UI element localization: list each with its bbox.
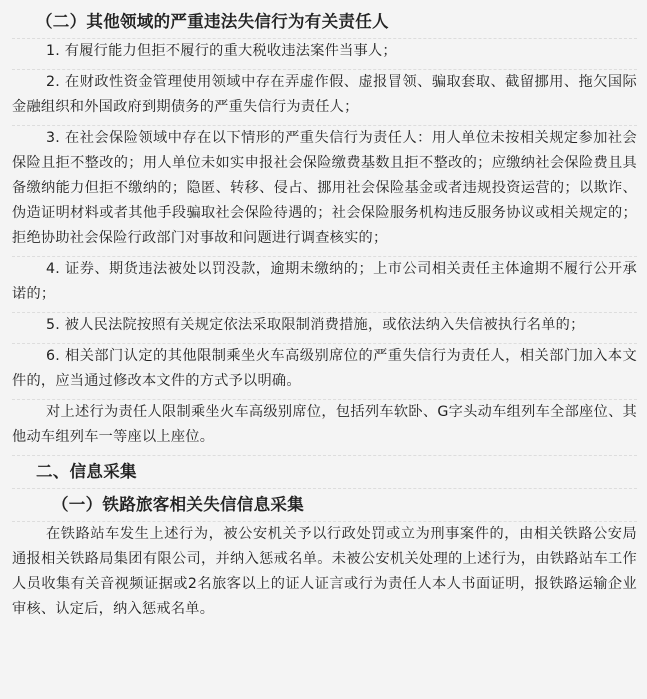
paragraph-item-3: 3. 在社会保险领域中存在以下情形的严重失信行为责任人：用人单位未按相关规定参加社会保险且拒不整改的；用人单位未如实申报社会保险缴费基数且拒不整改的；应缴纳社会保险费且具备缴纳能力但拒不缴纳的；隐匿、转移、侵占、挪用社会保险基金或者违规投资运营的；以欺诈、伪造证明材料或者其他手段骗取社会保险待遇的；社会保险服务机构违反服务协议或相关规定的；拒绝协助社会保险行政部门对事故和问题进行调查核实的；: [12, 130, 637, 246]
paragraph-railway-collection: 在铁路站车发生上述行为，被公安机关予以行政处罚或立为刑事案件的，由相关铁路公安局通报相关铁路局集团有限公司，并纳入惩戒名单。未被公安机关处理的上述行为，由铁路站车工作人员收集有关音视频证据或2名旅客以上的证人证言或行为责任人本人书面证明，报铁路运输企业审核、认定后，纳入惩戒名单。: [12, 526, 637, 617]
subsection-heading-other-fields: （二）其他领域的严重违法失信行为有关责任人: [36, 12, 389, 31]
paragraph-summary: 对上述行为责任人限制乘坐火车高级别席位，包括列车软卧、G字头动车组列车全部座位、其他动车组列车一等座以上座位。: [12, 404, 637, 445]
paragraph-item-5: 5. 被人民法院按照有关规定依法采取限制消费措施，或依法纳入失信被执行名单的；: [46, 317, 585, 333]
paragraph-item-2: 2. 在财政性资金管理使用领域中存在弄虚作假、虚报冒领、骗取套取、截留挪用、拖欠国际金融组织和外国政府到期债务的严重失信行为责任人；: [12, 74, 637, 115]
paragraph-item-4: 4. 证券、期货违法被处以罚没款，逾期未缴纳的；上市公司相关责任主体逾期不履行公开承诺的；: [12, 261, 637, 302]
paragraph-item-1: 1. 有履行能力但拒不履行的重大税收违法案件当事人；: [46, 43, 397, 59]
section-heading-info-collection: 二、信息采集: [36, 462, 137, 481]
subsection-heading-railway-passenger: （一）铁路旅客相关失信信息采集: [52, 495, 304, 514]
paragraph-item-6: 6. 相关部门认定的其他限制乘坐火车高级别席位的严重失信行为责任人，相关部门加入本文件的，应当通过修改本文件的方式予以明确。: [12, 348, 637, 389]
